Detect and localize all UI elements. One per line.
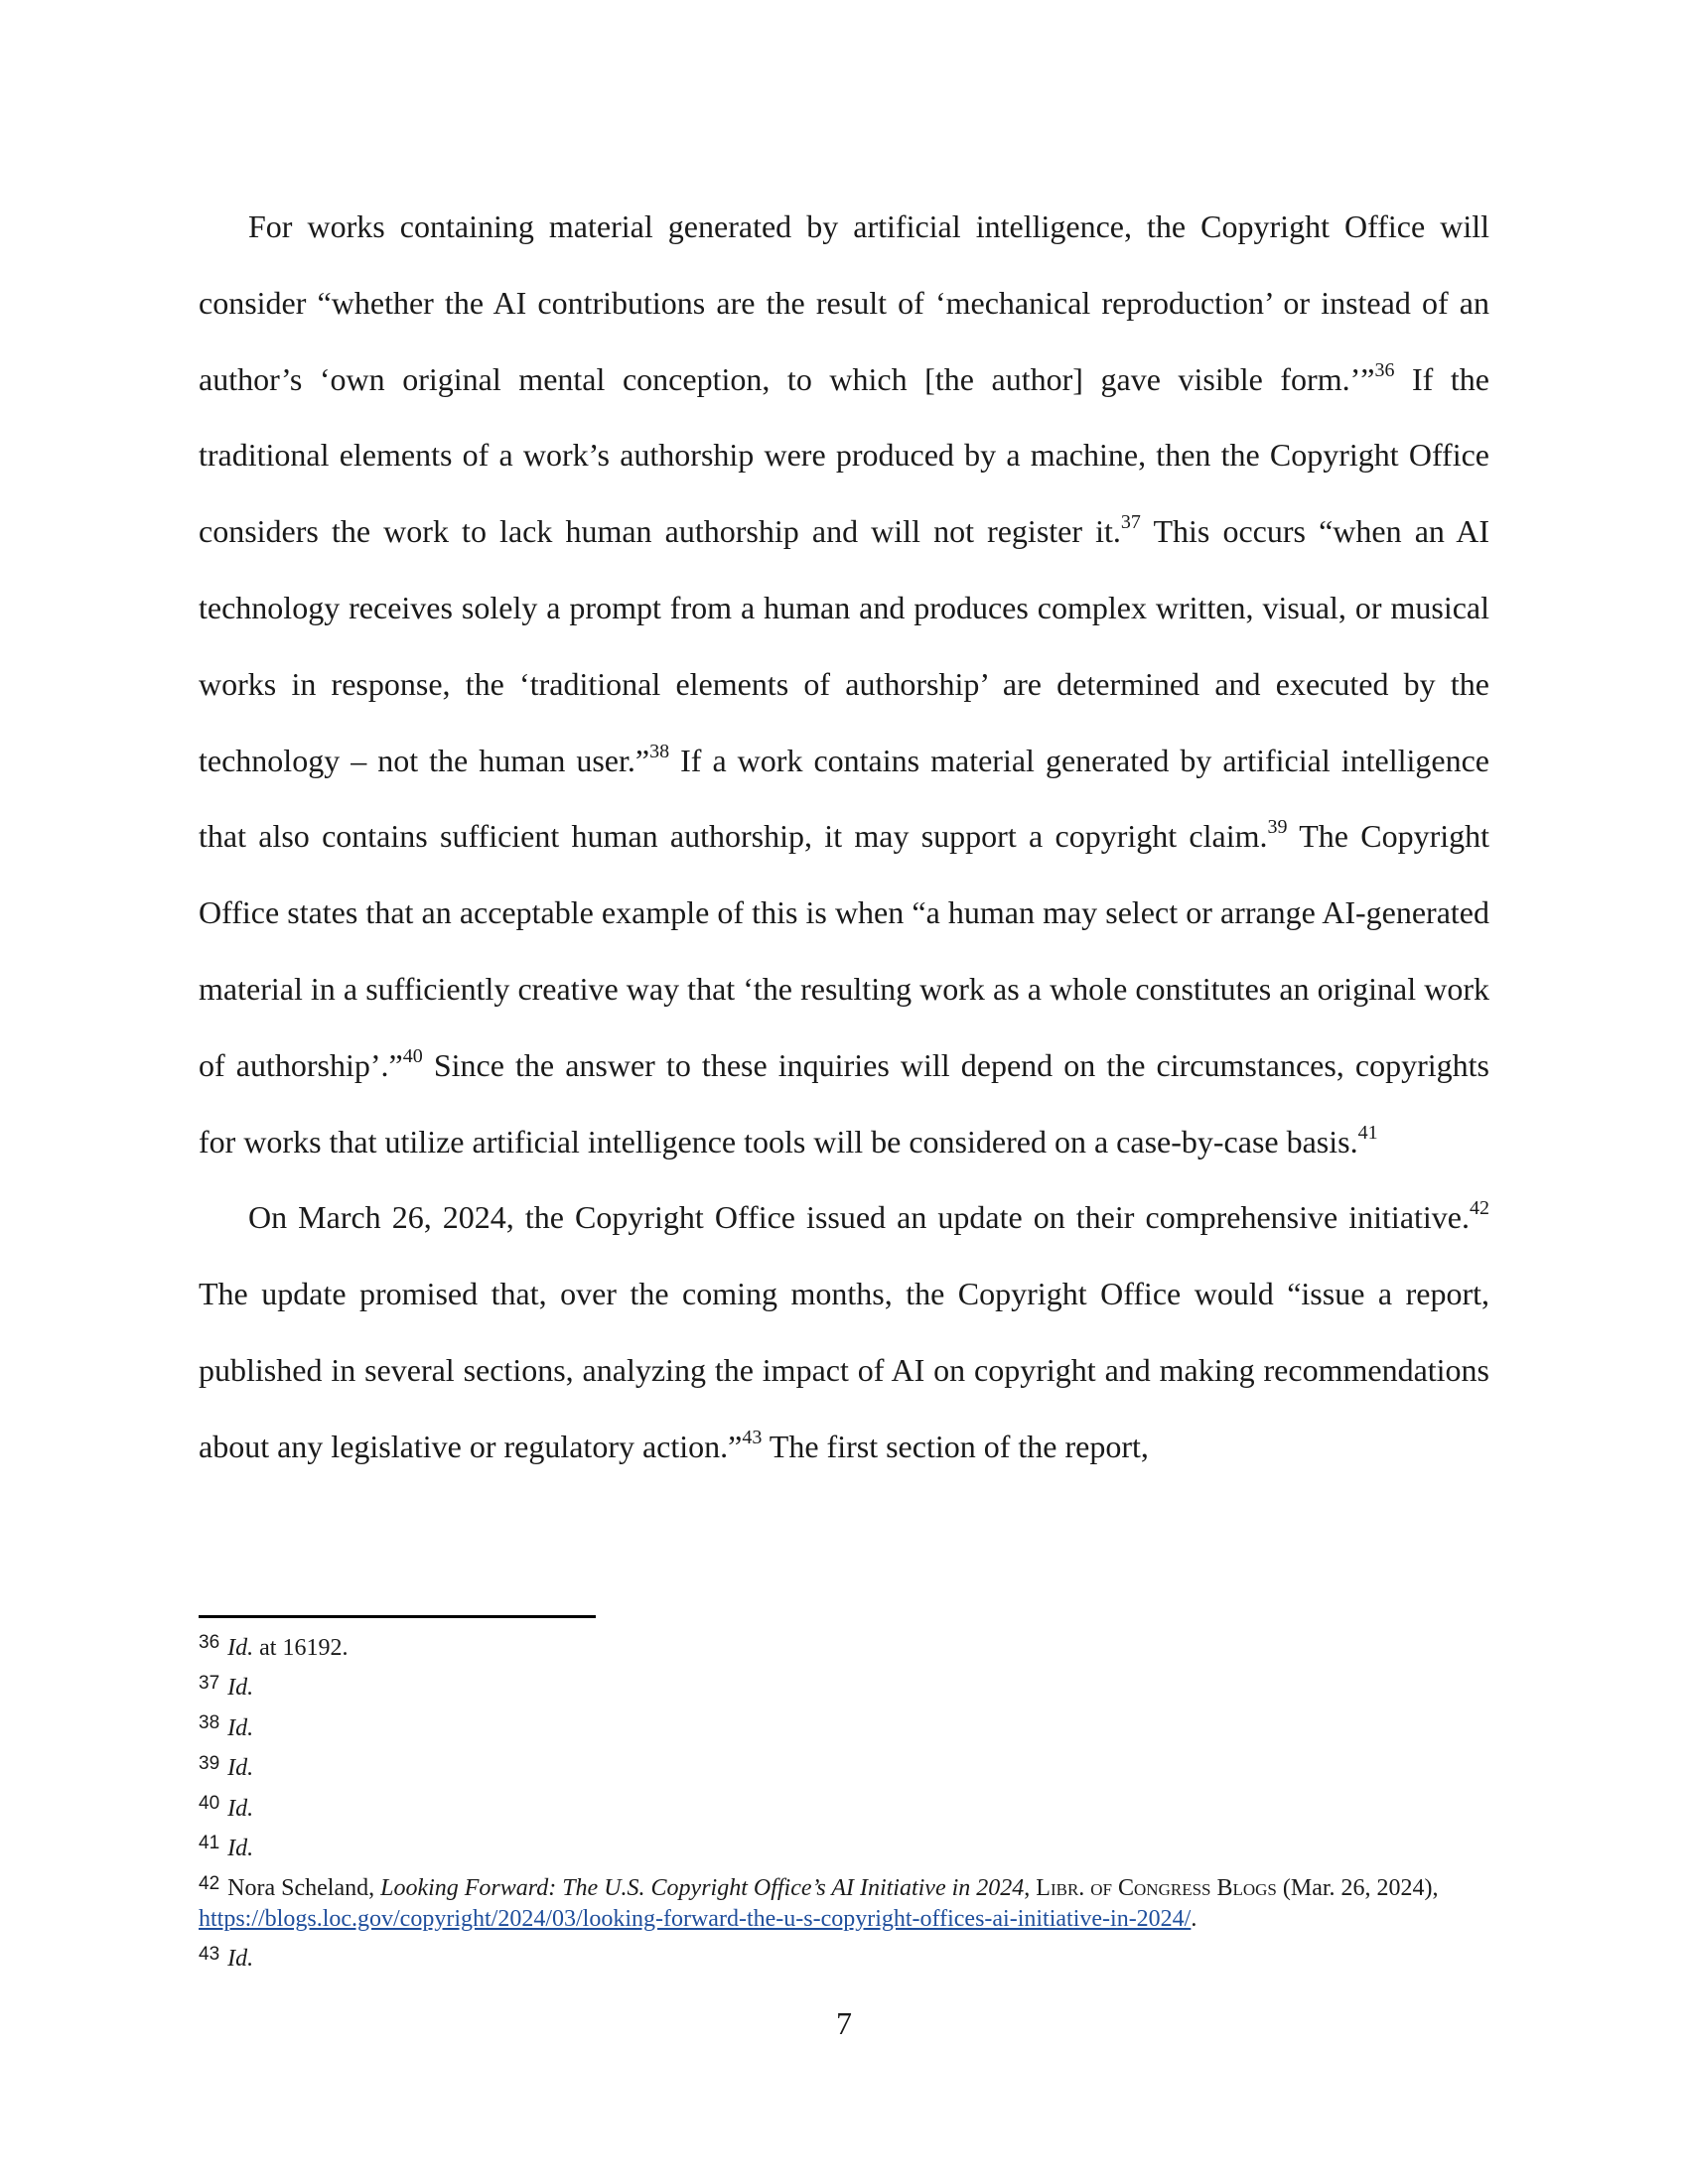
footnote-title: Looking Forward: The U.S. Copyright Office’s AI Initiative in 2024 (380, 1875, 1025, 1902)
footnote-id: Id. (227, 1675, 254, 1702)
text-sentence: The Copyright Office states that an acceptable example of this is when “a human may select or arrange AI-generated material in a sufficiently creative way that ‘the resulting work as a whole constitutes an original work of authorship’.” (199, 818, 1490, 1083)
footnote-ref-41[interactable]: 41 (1357, 1121, 1378, 1144)
footnote-link[interactable]: https://blogs.loc.gov/copyright/2024/03/looking-forward-the-u-s-copyright-offices-ai-initiative-in-2024/ (199, 1905, 1192, 1932)
body-text (199, 189, 1489, 1485)
footnote-id: Id. (227, 1714, 254, 1741)
footnote-36 (199, 1633, 1489, 1663)
footnote-ref-37[interactable]: 37 (1120, 511, 1141, 534)
footnote-date: (Mar. 26, 2024), (1276, 1875, 1439, 1902)
footnote-source: Libr. of Congress Blogs (1036, 1875, 1277, 1902)
footnote-number: 37 (199, 1672, 220, 1694)
footnote-39 (199, 1753, 1489, 1783)
footnote-id: Id. (227, 1635, 254, 1661)
footnote-42 (199, 1873, 1489, 1934)
footnote-text: at 16192. (253, 1635, 349, 1661)
footnote-id: Id. (227, 1755, 254, 1782)
footnote-number: 43 (199, 1943, 220, 1965)
text-sentence: The update promised that, over the coming months, the Copyright Office would “issue a report, published in several sections, analyzing the impact of AI on copyright and making recommendations about any legislative or regulatory action.” (199, 1276, 1489, 1464)
text-sentence: This occurs “when an AI technology receives solely a prompt from a human and produces complex written, visual, or musical works in response, the ‘traditional elements of authorship’ are determined and executed by the technology – not the human user.” (199, 513, 1489, 778)
footnote-ref-38[interactable]: 38 (649, 740, 670, 762)
footnote-id: Id. (227, 1946, 254, 1973)
footnote-43 (199, 1944, 1489, 1974)
footnote-id: Id. (227, 1795, 254, 1822)
footnote-number: 41 (199, 1833, 220, 1854)
footnote-40 (199, 1794, 1489, 1824)
footnote-number: 42 (199, 1872, 220, 1894)
page-number: 7 (836, 2005, 852, 2041)
text-sentence: On March 26, 2024, the Copyright Office issued an update on their comprehensive initiative. (248, 1199, 1470, 1236)
footnote-punct: . (1191, 1905, 1197, 1932)
text-sentence: If a work contains material generated by artificial intelligence that also contains sufficient human authorship, it may support a copyright claim. (199, 742, 1490, 855)
paragraph-update (199, 1179, 1489, 1484)
footnote-number: 36 (199, 1632, 220, 1654)
footnote-id: Id. (227, 1836, 254, 1862)
footnote-number: 40 (199, 1792, 220, 1814)
footnote-number: 39 (199, 1752, 220, 1774)
footnote-ref-40[interactable]: 40 (402, 1044, 423, 1067)
footnote-38 (199, 1713, 1489, 1743)
footnote-author: Nora Scheland, (227, 1875, 381, 1902)
text-sentence: Since the answer to these inquiries will depend on the circumstances, copyrights for works that utilize artificial intelligence tools will be considered on a case-by-case basis. (199, 1046, 1490, 1160)
footnote-ref-39[interactable]: 39 (1267, 816, 1288, 839)
footnote-punct: , (1024, 1875, 1037, 1902)
footnote-separator (199, 1615, 596, 1618)
text-sentence: For works containing material generated by artificial intelligence, the Copyright Office will consider “whether the AI contributions are the result of ‘mechanical reproduction’ or instead of an author’s ‘own original mental conception, to which [the author] gave visible form.’” (199, 208, 1489, 397)
footnote-ref-36[interactable]: 36 (1374, 358, 1395, 381)
text-sentence: The first section of the report, (762, 1428, 1149, 1464)
footnote-ref-43[interactable]: 43 (742, 1426, 763, 1448)
text-sentence: If the traditional elements of a work’s authorship were produced by a machine, then the Copyright Office considers the work to lack human authorship and will not register it. (199, 360, 1490, 550)
footnote-ref-42[interactable]: 42 (1470, 1197, 1489, 1220)
footnote-41 (199, 1834, 1489, 1863)
footnotes (199, 1633, 1489, 1984)
footnote-37 (199, 1673, 1489, 1703)
footnote-number: 38 (199, 1712, 220, 1734)
paragraph-ai-authorship (199, 189, 1489, 1179)
